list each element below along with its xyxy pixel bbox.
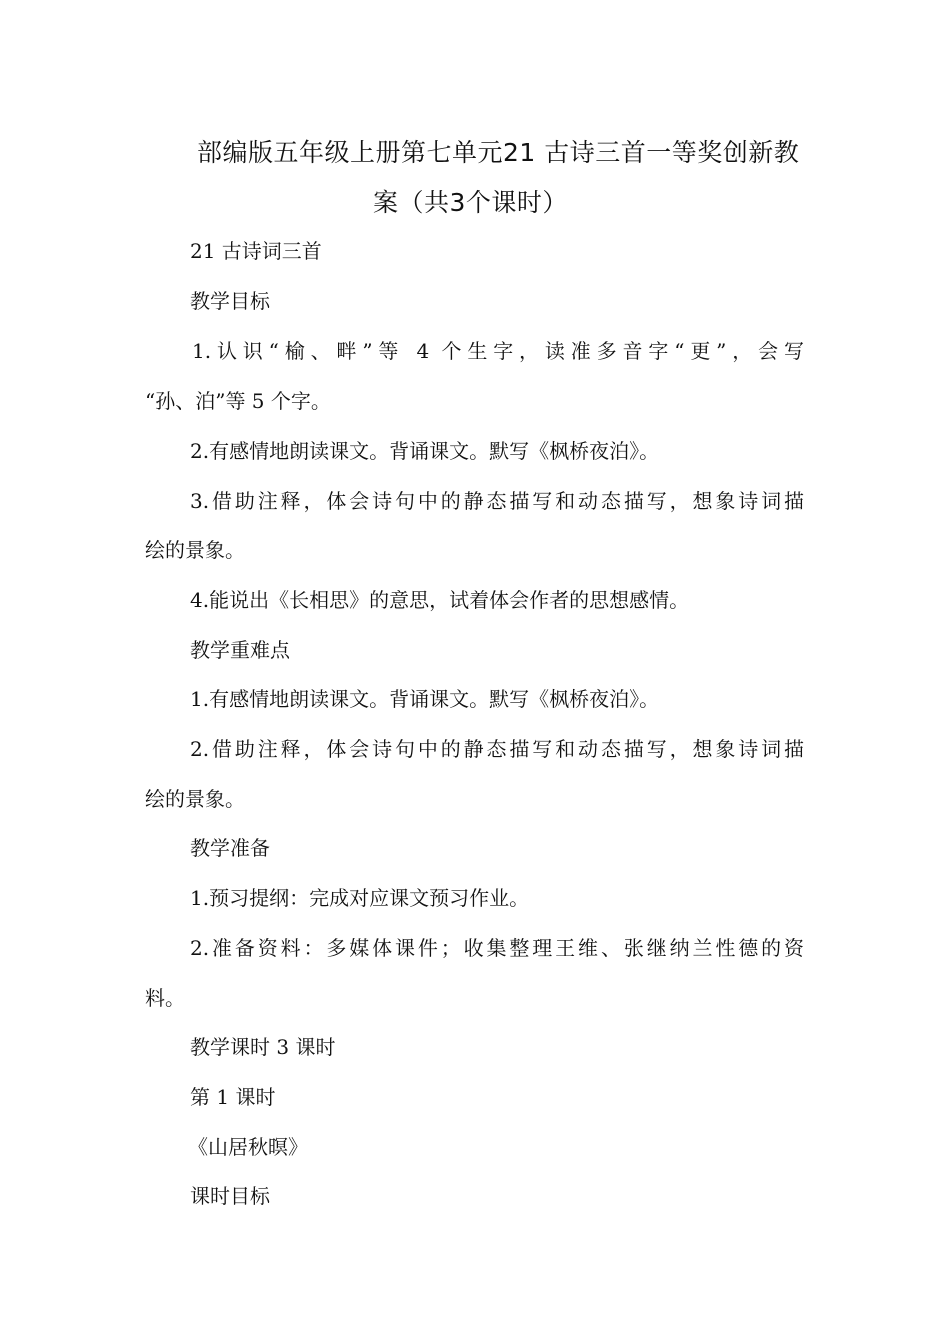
preparation-2-line-1: 2.准备资料：多媒体课件；收集整理王维、张继纳兰性德的资 (190, 936, 804, 960)
section-heading-preparation: 教学准备 (190, 836, 270, 860)
objective-1-line-1: 1.认识“榆、畔”等 4 个生字，读准多音字“更”，会写 (192, 339, 804, 363)
preparation-2-line-2: 料。 (145, 986, 185, 1010)
section-heading-lesson-objectives: 课时目标 (190, 1184, 270, 1208)
key-point-1: 1.有感情地朗读课文。背诵课文。默写《枫桥夜泊》。 (190, 687, 660, 711)
lesson-heading: 21 古诗词三首 (190, 239, 322, 263)
preparation-1: 1.预习提纲：完成对应课文预习作业。 (190, 886, 530, 910)
objective-3-line-2: 绘的景象。 (145, 538, 245, 562)
objective-4: 4.能说出《长相思》的意思，试着体会作者的思想感情。 (190, 588, 690, 612)
section-heading-key-points: 教学重难点 (190, 638, 290, 662)
objective-1-line-2: “孙、泊”等 5 个字。 (145, 389, 331, 413)
key-point-2-line-2: 绘的景象。 (145, 787, 245, 811)
title-line-2: 案（共3个课时） (373, 188, 568, 217)
key-point-2-line-1: 2.借助注释，体会诗句中的静态描写和动态描写，想象诗词描 (190, 737, 804, 761)
poem-title: 《山居秋暝》 (188, 1135, 308, 1159)
title-line-1: 部编版五年级上册第七单元21 古诗三首一等奖创新教 (197, 138, 800, 167)
lesson-1-heading: 第 1 课时 (190, 1085, 276, 1109)
objective-2: 2.有感情地朗读课文。背诵课文。默写《枫桥夜泊》。 (190, 439, 660, 463)
section-heading-objectives: 教学目标 (190, 289, 270, 313)
document-title (145, 128, 805, 228)
objective-3-line-1: 3.借助注释，体会诗句中的静态描写和动态描写，想象诗词描 (190, 489, 804, 513)
lesson-hours: 教学课时 3 课时 (190, 1035, 336, 1059)
